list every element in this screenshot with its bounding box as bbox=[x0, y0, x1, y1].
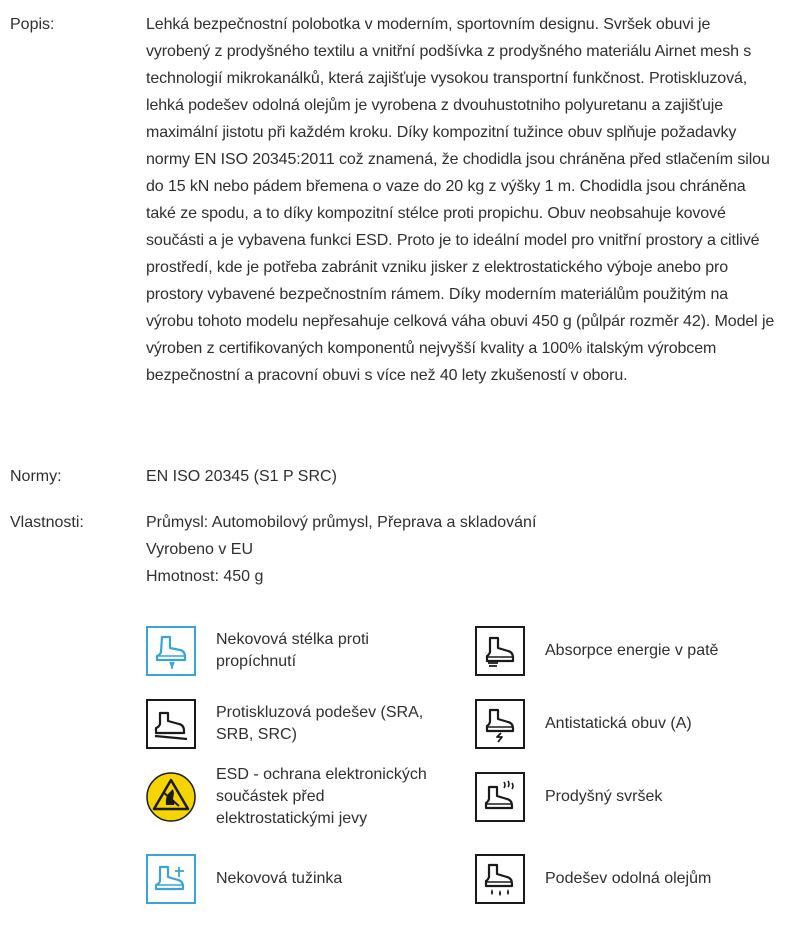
feature-nonmetal-insole bbox=[146, 623, 436, 679]
heel-energy-absorption-icon bbox=[475, 626, 525, 676]
breathable-upper-icon bbox=[475, 772, 525, 822]
feature-label: Nekovová stélka proti propíchnutí bbox=[216, 631, 369, 670]
feature-label: Nekovová tužinka bbox=[216, 870, 343, 887]
feature-nonmetal-toecap bbox=[146, 851, 436, 907]
nonmetal-insole-icon bbox=[146, 626, 196, 676]
esd-icon bbox=[146, 772, 196, 822]
properties-label: Vlastnosti: bbox=[10, 514, 84, 531]
feature-antislip-sole bbox=[146, 696, 436, 752]
property-weight: Hmotnost: 450 g bbox=[146, 568, 264, 585]
properties-list bbox=[146, 509, 776, 590]
antislip-sole-icon bbox=[146, 699, 196, 749]
feature-label: Absorpce energie v patě bbox=[545, 642, 719, 659]
description-text: Lehká bezpečnostní polobotka v moderním, sportovním designu. Svršek obuvi je vyrobený z prodyšného textilu a vnitřní podšívka z prodyšného materiálu Airnet mesh s technologií mikrokanálků, která zajišťuje vysokou transportní funkčnost. Protiskluzová, lehká podešev odolná olejům je vyrobena z dvouhustotniho polyuretanu a zajišťuje maximální jistotu při každém kroku. Díky kompozitní tužince obuv splňuje požadavky normy EN ISO 20345:2011 což znamená, že chodidla jsou chráněna před stlačením silou do 15 kN nebo pádem břemena o vaze do 20 kg z výšky 1 m. Chodidla jsou chráněna také ze spodu, a to díky kompozitní stélce proti propichu. Obuv neobsahuje kovové součásti a je vybavena funkci ESD. Proto je to ideální model pro vnitřní prostory a citlivé prostředí, kde je potřeba zabránit vzniku jisker z elektrostatického výboje anebo pro prostory vybavené bezpečnostním rámem. Díky moderním materiálům použitým na výrobu tohoto modelu nepřesahuje celková váha obuvi 450 g (půlpár rozměr 42). Model je výroben z certifikovaných komponentů nejvyšší kvality a 100% italským výrobcem bezpečnostní a pracovní obuvi s více než 40 lety zkušeností v oboru. bbox=[146, 16, 775, 384]
feature-esd bbox=[146, 766, 436, 827]
property-origin: Vyrobeno v EU bbox=[146, 541, 254, 558]
description-label: Popis: bbox=[10, 16, 55, 33]
norms-label: Normy: bbox=[10, 468, 62, 485]
feature-oil-resistant bbox=[475, 851, 775, 907]
antistatic-shoe-icon bbox=[475, 699, 525, 749]
property-industry: Průmysl: Automobilový průmysl, Přeprava a skladování bbox=[146, 514, 537, 531]
feature-label: Protiskluzová podešev (SRA, SRB, SRC) bbox=[216, 704, 424, 743]
oil-resistant-sole-icon bbox=[475, 854, 525, 904]
feature-label: ESD - ochrana elektronických součástek před elektrostatickými jevy bbox=[216, 766, 427, 827]
feature-label: Podešev odolná olejům bbox=[545, 870, 712, 887]
feature-heel-absorption bbox=[475, 623, 775, 679]
nonmetal-toecap-icon bbox=[146, 854, 196, 904]
feature-label: Prodyšný svršek bbox=[545, 788, 663, 805]
feature-antistatic bbox=[475, 696, 775, 752]
norms-value: EN ISO 20345 (S1 P SRC) bbox=[146, 468, 337, 485]
feature-breathable bbox=[475, 769, 775, 825]
feature-label: Antistatická obuv (A) bbox=[545, 715, 692, 732]
